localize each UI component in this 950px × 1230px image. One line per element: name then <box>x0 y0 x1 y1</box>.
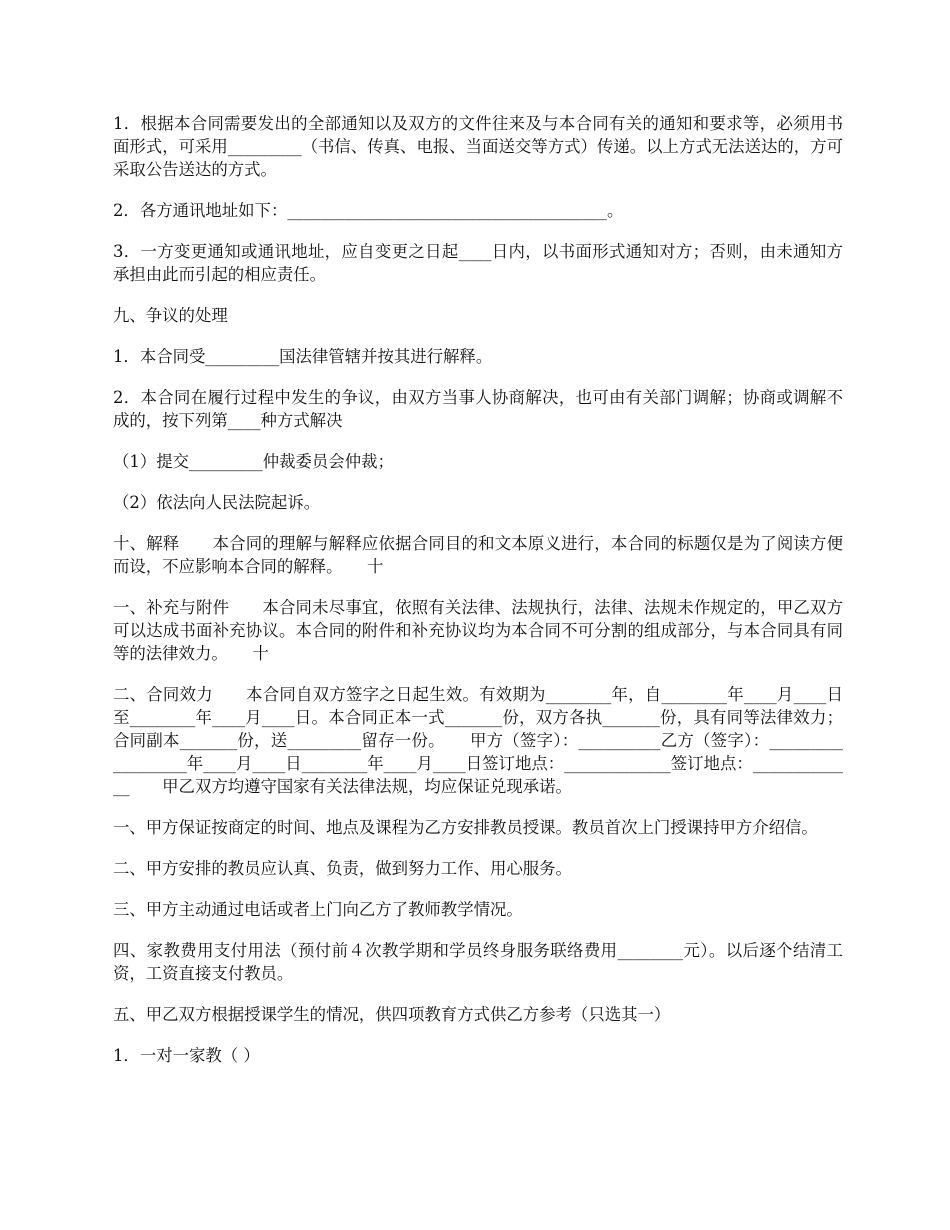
tutor-clause-1: 一、甲方保证按商定的时间、地点及课程为乙方安排教员授课。教员首次上门授课持甲方介绍信。 <box>113 818 818 837</box>
tutor-clause-5: 五、甲乙双方根据授课学生的情况，供四项教育方式供乙方参考（只选其一） <box>113 1005 671 1024</box>
tutor-clause-4: 四、家教费用支付用法（预付前４次教学期和学员终身服务联络费用________元）。以后逐个结清工资，工资直接支付教员。 <box>113 941 843 983</box>
clause-addresses: 2．各方通讯地址如下：_______________________________________。 <box>113 201 624 220</box>
option-arbitration: （1）提交_________仲裁委员会仲裁； <box>113 452 394 471</box>
option-one-on-one: 1．一对一家教（ ） <box>113 1046 260 1065</box>
section-supplement-attachments: 一、补充与附件 本合同未尽事宜，依照有关法律、法规执行，法律、法规未作规定的，甲乙双方可以达成书面补充协议。本合同的附件和补充协议均为本合同不可分割的组成部分，与本合同具有同等的法律效力。 十 <box>113 598 843 663</box>
clause-address-change: 3．一方变更通知或通讯地址，应自变更之日起____日内，以书面形式通知对方；否则，由未通知方承担由此而引起的相应责任。 <box>113 242 843 284</box>
clause-notice-form: 1．根据本合同需要发出的全部通知以及双方的文件往来及与本合同有关的通知和要求等，必须用书面形式，可采用_________（书信、传真、电报、当面送交等方式）传递。以上方式无法送达的，方可采取公告送达的方式。 <box>113 114 843 179</box>
document-page <box>113 112 876 1085</box>
tutor-clause-3: 三、甲方主动通过电话或者上门向乙方了教师教学情况。 <box>113 900 523 919</box>
clause-dispute-resolution: 2．本合同在履行过程中发生的争议，由双方当事人协商解决，也可由有关部门调解；协商或调解不成的，按下列第____种方式解决 <box>113 388 843 430</box>
section-contract-validity: 二、合同效力 本合同自双方签字之日起生效。有效期为________年，自________年____月____日至________年____月____日。本合同正本一式_______份，双方各执_______份，具有同等法律效力；合同副本_______份，送_________留存一份。 甲方（签字）：__________乙方（签字）：_________ _________年____月____日________年____月____日签订地点：_____________签订地点：_____________ 甲乙双方均遵守国家有关法律法规，均应保证兑现承诺。 <box>113 685 876 796</box>
option-litigation: （2）依法向人民法院起诉。 <box>113 493 321 512</box>
clause-governing-law: 1．本合同受_________国法律管辖并按其进行解释。 <box>113 347 493 366</box>
section-heading-disputes: 九、争议的处理 <box>113 306 228 325</box>
section-interpretation: 十、解释 本合同的理解与解释应依据合同目的和文本原义进行，本合同的标题仅是为了阅读方便而设，不应影响本合同的解释。 十 <box>113 534 843 576</box>
tutor-clause-2: 二、甲方安排的教员应认真、负责，做到努力工作、用心服务。 <box>113 859 572 878</box>
